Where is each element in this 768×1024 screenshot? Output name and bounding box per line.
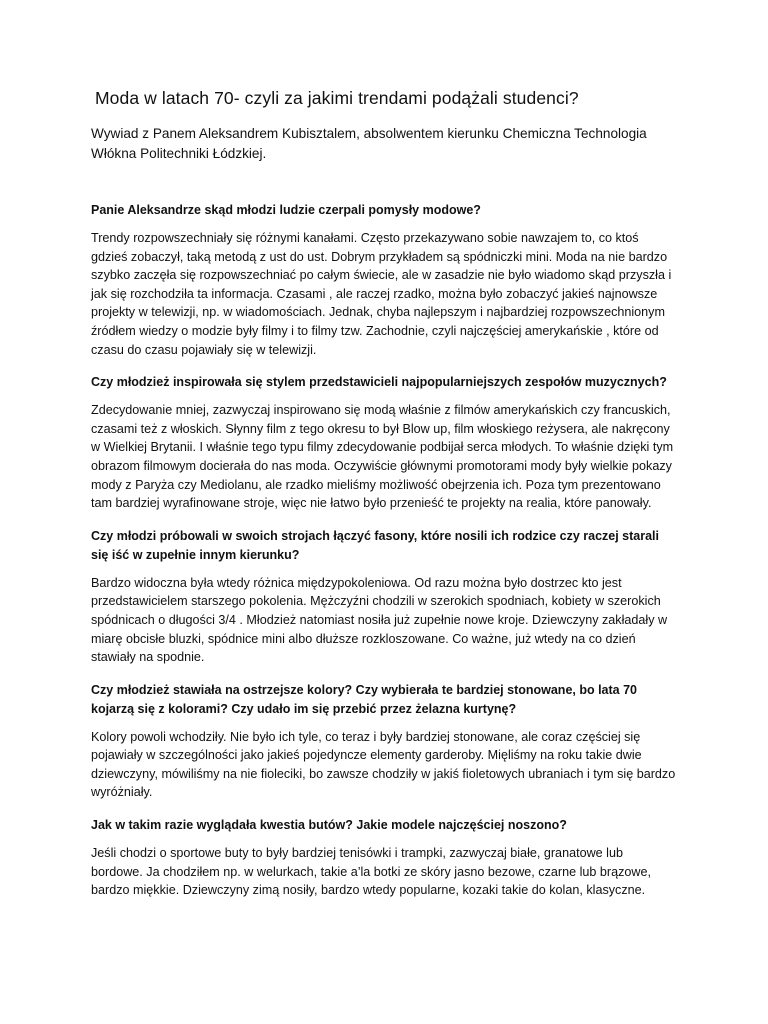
document-subtitle: Wywiad z Panem Aleksandrem Kubisztalem, absolwentem kierunku Chemiczna Technologia Włókna Politechniki Łódzkiej.: [91, 126, 647, 161]
qa-section-4: [91, 681, 678, 802]
answer-4: Kolory powoli wchodziły. Nie było ich tyle, co teraz i były bardziej stonowane, ale coraz częściej się pojawiały w szczególności jako jakieś pojedyncze elementy garderoby. Mięliśmy na roku takie dwie dziewczyny, mówiliśmy na nie fioleciki, bo zawsze chodziły w jakiś fioletowych ubraniach i tym się bardzo wyróżniały.: [91, 729, 676, 800]
qa-section-1: [91, 201, 678, 359]
answer-3: Bardzo widoczna była wtedy różnica międzypokoleniowa. Od razu można było dostrzec kto jest przedstawicielem starszego pokolenia. Mężczyźni chodzili w szerokich spodniach, kobiety w szerokich spódnicach o długości 3/4 . Młodzież natomiast nosiła już zupełnie nowe kroje. Dziewczyny zakładały w miarę obcisłe bluzki, spódnice mini albo dłuższe rozkloszowane. Co ważne, już wtedy na co dzień stawiały na spodnie.: [91, 575, 668, 665]
question-5: Jak w takim razie wyglądała kwestia butów? Jakie modele najczęściej noszono?: [91, 818, 567, 833]
answer-1: Trendy rozpowszechniały się różnymi kanałami. Często przekazywano sobie nawzajem to, co ktoś gdzieś zobaczył, taką metodą z ust do ust. Dobrym przykładem są spódniczki mini. Moda na nie bardzo szybko zaczęła się rozpowszechniać po całym świecie, ale w zasadzie nie było wiadomo skąd przyszła i jak się rozchodziła ta informacja. Czasami , ale raczej rzadko, można było zobaczyć jakieś najnowsze projekty w telewizji, np. w wiadomościach. Jednak, chyba najlepszym i najbardziej rozpowszechnionym źródłem wiedzy o modzie były filmy i to filmy tzw. Zachodnie, czyli najczęściej amerykańskie , które od czasu do czasu pojawiały się w telewizji.: [91, 231, 672, 357]
qa-section-3: [91, 527, 678, 667]
question-2: Czy młodzież inspirowała się stylem przedstawicieli najpopularniejszych zespołów muzycznych?: [91, 375, 667, 390]
question-4: Czy młodzież stawiała na ostrzejsze kolory? Czy wybierała te bardziej stonowane, bo lata 70 kojarzą się z kolorami? Czy udało im się przebić przez żelazna kurtynę?: [91, 682, 638, 716]
answer-5: Jeśli chodzi o sportowe buty to były bardziej tenisówki i trampki, zazwyczaj białe, granatowe lub bordowe. Ja chodziłem np. w welurkach, takie a’la botki ze skóry jasno bezowe, czarne lub brązowe, bardzo miękkie. Dziewczyny zimą nosiły, bardzo wtedy popularne, kozaki takie do kolan, klasyczne.: [91, 846, 652, 898]
document-title: Moda w latach 70- czyli za jakimi trendami podążali studenci?: [95, 88, 579, 108]
question-1: Panie Aleksandrze skąd młodzi ludzie czerpali pomysły modowe?: [91, 203, 481, 217]
question-3: Czy młodzi próbowali w swoich strojach łączyć fasony, które nosili ich rodzice czy raczej starali się iść w zupełnie innym kierunku?: [91, 528, 659, 562]
qa-section-5: [91, 816, 678, 900]
qa-section-2: [91, 373, 678, 513]
answer-2: Zdecydowanie mniej, zazwyczaj inspirowano się modą właśnie z filmów amerykańskich czy francuskich, czasami też z włoskich. Słynny film z tego okresu to był Blow up, film włoskiego reżysera, ale nakręcony w Wielkiej Brytanii. I właśnie tego typu filmy zdecydowanie podbijał serca młodych. To właśnie dzięki tym obrazom filmowym docierała do nas moda. Oczywiście głównymi promotorami mody były wielkie pokazy mody z Paryża czy Mediolanu, ale rzadko mieliśmy możliwość obejrzenia ich. Poza tym prezentowano tam bardziej wyrafinowane stroje, więc nie łatwo było przenieść te projekty na realia, które panowały.: [91, 403, 674, 511]
